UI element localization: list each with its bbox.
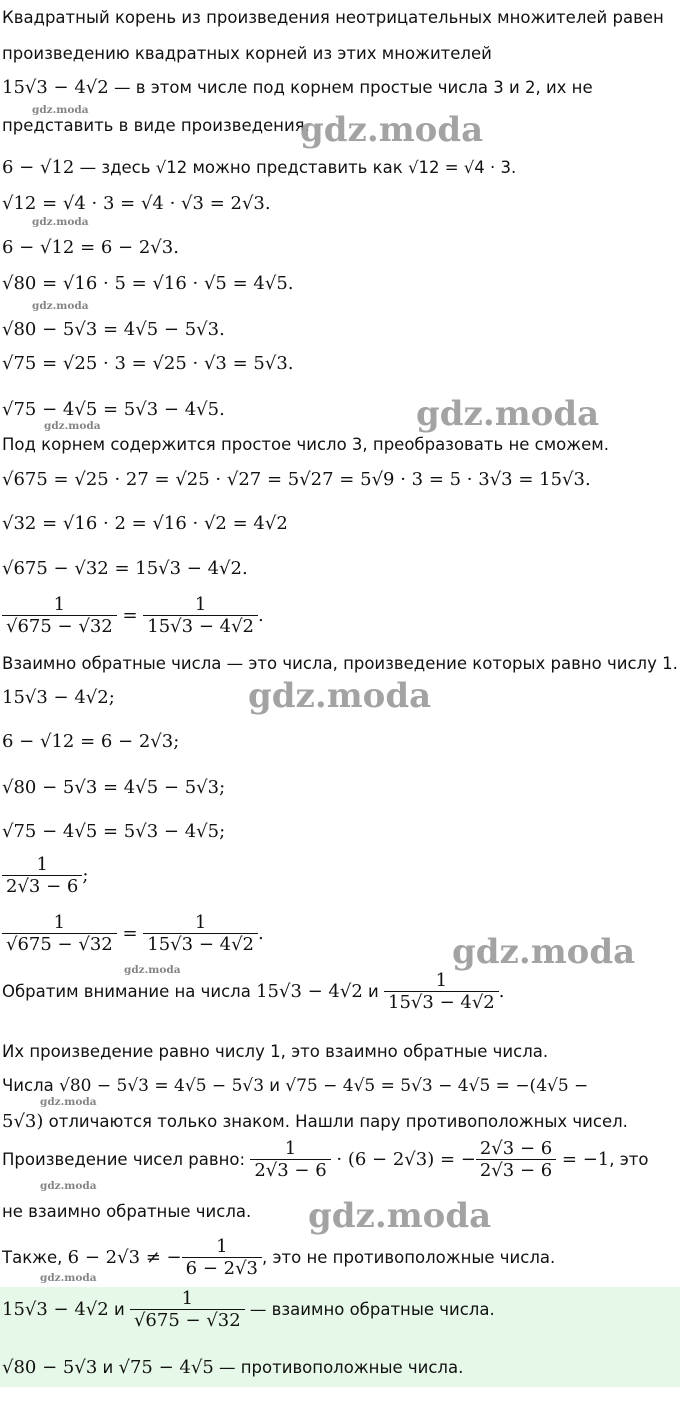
equals-sign: = (116, 605, 144, 626)
fraction (384, 970, 499, 1013)
math-expr: √75 = √25 · 3 = √25 · √3 = 5√3. (2, 353, 294, 374)
line-text: не взаимно обратные числа. (2, 1202, 252, 1221)
watermark: gdz.moda (124, 964, 181, 976)
math-expr: √75 − 4√5 (118, 1357, 214, 1378)
math-line (2, 684, 115, 712)
math-line (2, 510, 288, 538)
watermark: gdz.moda (248, 676, 432, 716)
line-text: Взаимно обратные числа — это числа, произведение которых равно числу 1. (2, 654, 678, 673)
denominator: 6 − 2√3 (182, 1257, 262, 1279)
math-line (2, 270, 294, 298)
numerator: 2√3 − 6 (479, 1138, 553, 1159)
answer-line (2, 1354, 463, 1382)
math-expr: = −1 (556, 1149, 610, 1170)
text-line (2, 1038, 548, 1066)
denominator: 2√3 − 6 (476, 1159, 556, 1181)
text-line (2, 112, 310, 140)
text-line (2, 74, 593, 102)
math-expr: 15√3 − 4√2 (2, 1299, 109, 1320)
numerator: 1 (53, 594, 66, 615)
math-expr: √675 = √25 · 27 = √25 · √27 = 5√27 = 5√9 · 3 = 5 · 3√3 = 15√3. (2, 469, 591, 490)
math-expr: 6 − √12 = 6 − 2√3. (2, 237, 179, 258)
math-expr: 6 − 2√3 ≠ − (67, 1247, 182, 1268)
math-expr: 15√3 − 4√2 (2, 77, 109, 98)
watermark: gdz.moda (300, 110, 484, 150)
fraction (476, 1138, 556, 1181)
equals-sign: = (116, 923, 144, 944)
line-text: и (108, 1300, 130, 1319)
numerator: 1 (194, 594, 207, 615)
denominator: √675 − √32 (2, 933, 117, 955)
watermark: gdz.moda (416, 394, 600, 434)
fraction (2, 594, 117, 637)
fraction (2, 912, 117, 955)
text-line (2, 40, 492, 68)
suffix: ; (82, 865, 89, 886)
math-line (2, 190, 271, 218)
numerator: 1 (194, 912, 207, 933)
numerator: 1 (36, 854, 48, 875)
math-expr: √12 = √4 · 3 = √4 · √3 = 2√3. (2, 193, 271, 214)
watermark: gdz.moda (40, 1272, 97, 1284)
watermark: gdz.moda (308, 1196, 492, 1236)
math-line (2, 350, 294, 378)
line-text: Под корнем содержится простое число 3, преобразовать не сможем. (2, 435, 609, 454)
answer-line (2, 1288, 495, 1331)
math-line (2, 316, 225, 344)
line-text: Их произведение равно числу 1, это взаимно обратные числа. (2, 1042, 549, 1061)
mixed-line (2, 1138, 649, 1181)
math-expr: √80 − 5√3 = 4√5 − 5√3. (2, 319, 225, 340)
fraction (143, 912, 258, 955)
watermark: gdz.moda (32, 216, 89, 228)
mixed-line (2, 1108, 628, 1136)
math-expr: √75 − 4√5 = 5√3 − 4√5. (2, 399, 225, 420)
fraction (130, 1288, 245, 1331)
math-expr: 5√3) (2, 1111, 44, 1132)
line-text: Числа (2, 1076, 60, 1095)
fraction (250, 1138, 330, 1181)
math-expr: 6 − √12 (2, 157, 75, 178)
math-expr: √80 − 5√3 = 4√5 − 5√3; (2, 777, 226, 798)
fraction (2, 854, 82, 897)
math-expr: √80 − 5√3 = 4√5 − 5√3 (59, 1076, 265, 1096)
math-expr: √80 = √16 · 5 = √16 · √5 = 4√5. (2, 273, 294, 294)
line-text: , это не противоположные числа. (262, 1248, 556, 1267)
math-expr: √675 − √32 = 15√3 − 4√2. (2, 558, 248, 579)
period: . (258, 605, 264, 626)
line-text: и (97, 1358, 119, 1377)
text-line (2, 4, 664, 32)
denominator: √675 − √32 (130, 1309, 245, 1331)
fraction (143, 594, 258, 637)
text-line (2, 431, 609, 459)
math-line (2, 396, 225, 424)
math-expr: √75 − 4√5 = 5√3 − 4√5 = −(4√5 − (285, 1076, 589, 1096)
numerator: 1 (216, 1236, 228, 1257)
math-expr: 15√3 − 4√2; (2, 687, 115, 708)
line-text: — противоположные числа. (213, 1358, 464, 1377)
denominator: 15√3 − 4√2 (143, 615, 258, 637)
math-line (2, 818, 225, 846)
watermark: gdz.moda (40, 1096, 97, 1108)
line-text: — в этом числе под корнем простые числа 3 и 2, их не (108, 78, 593, 97)
text-line (2, 1198, 251, 1226)
math-line (2, 774, 225, 802)
fraction-line (2, 854, 88, 897)
denominator: 15√3 − 4√2 (143, 933, 258, 955)
line-text: произведению квадратных корней из этих множителей (2, 44, 492, 63)
line-text: Обратим внимание на числа (2, 982, 257, 1001)
numerator: 1 (435, 970, 448, 991)
math-line (2, 466, 591, 494)
watermark: gdz.moda (44, 420, 101, 432)
denominator: 15√3 − 4√2 (384, 991, 499, 1013)
line-text: представить в виде произведения. (2, 116, 310, 135)
math-expr: 6 − √12 = 6 − 2√3; (2, 731, 180, 752)
watermark: gdz.moda (452, 932, 636, 972)
numerator: 1 (284, 1138, 297, 1159)
math-expr: √32 = √16 · 2 = √16 · √2 = 4√2 (2, 513, 288, 534)
watermark: gdz.moda (32, 300, 89, 312)
line-text: и (264, 1076, 286, 1095)
numerator: 1 (181, 1288, 194, 1309)
period: . (258, 923, 264, 944)
line-text: Также, (2, 1248, 68, 1267)
line-text: отличаются только знаком. Нашли пару противоположных чисел. (43, 1112, 628, 1131)
denominator: 2√3 − 6 (2, 875, 82, 897)
line-text: и (362, 982, 385, 1001)
numerator: 1 (53, 912, 66, 933)
fraction (182, 1236, 262, 1279)
mixed-line (2, 970, 505, 1013)
math-expr: 15√3 − 4√2 (256, 981, 363, 1002)
line-text: — здесь √12 можно представить как √12 = √4 · 3. (74, 158, 517, 177)
text-line (2, 650, 678, 678)
math-expr: √80 − 5√3 (2, 1357, 98, 1378)
watermark: gdz.moda (40, 1180, 97, 1192)
fraction-equation (2, 594, 264, 637)
denominator: 2√3 − 6 (250, 1159, 330, 1181)
fraction-equation (2, 912, 264, 955)
math-expr: √75 − 4√5 = 5√3 − 4√5; (2, 821, 226, 842)
math-line (2, 234, 179, 262)
line-text: , это (609, 1150, 649, 1169)
math-line (2, 555, 248, 583)
suffix: . (498, 981, 505, 1002)
denominator: √675 − √32 (2, 615, 117, 637)
line-text: Произведение чисел равно: (2, 1150, 251, 1169)
watermark: gdz.moda (32, 104, 89, 116)
math-expr: · (6 − 2√3) = − (330, 1149, 476, 1170)
line-text: Квадратный корень из произведения неотрицательных множителей равен (2, 8, 664, 27)
math-line (2, 728, 179, 756)
line-text: — взаимно обратные числа. (244, 1300, 495, 1319)
text-line (2, 154, 516, 182)
